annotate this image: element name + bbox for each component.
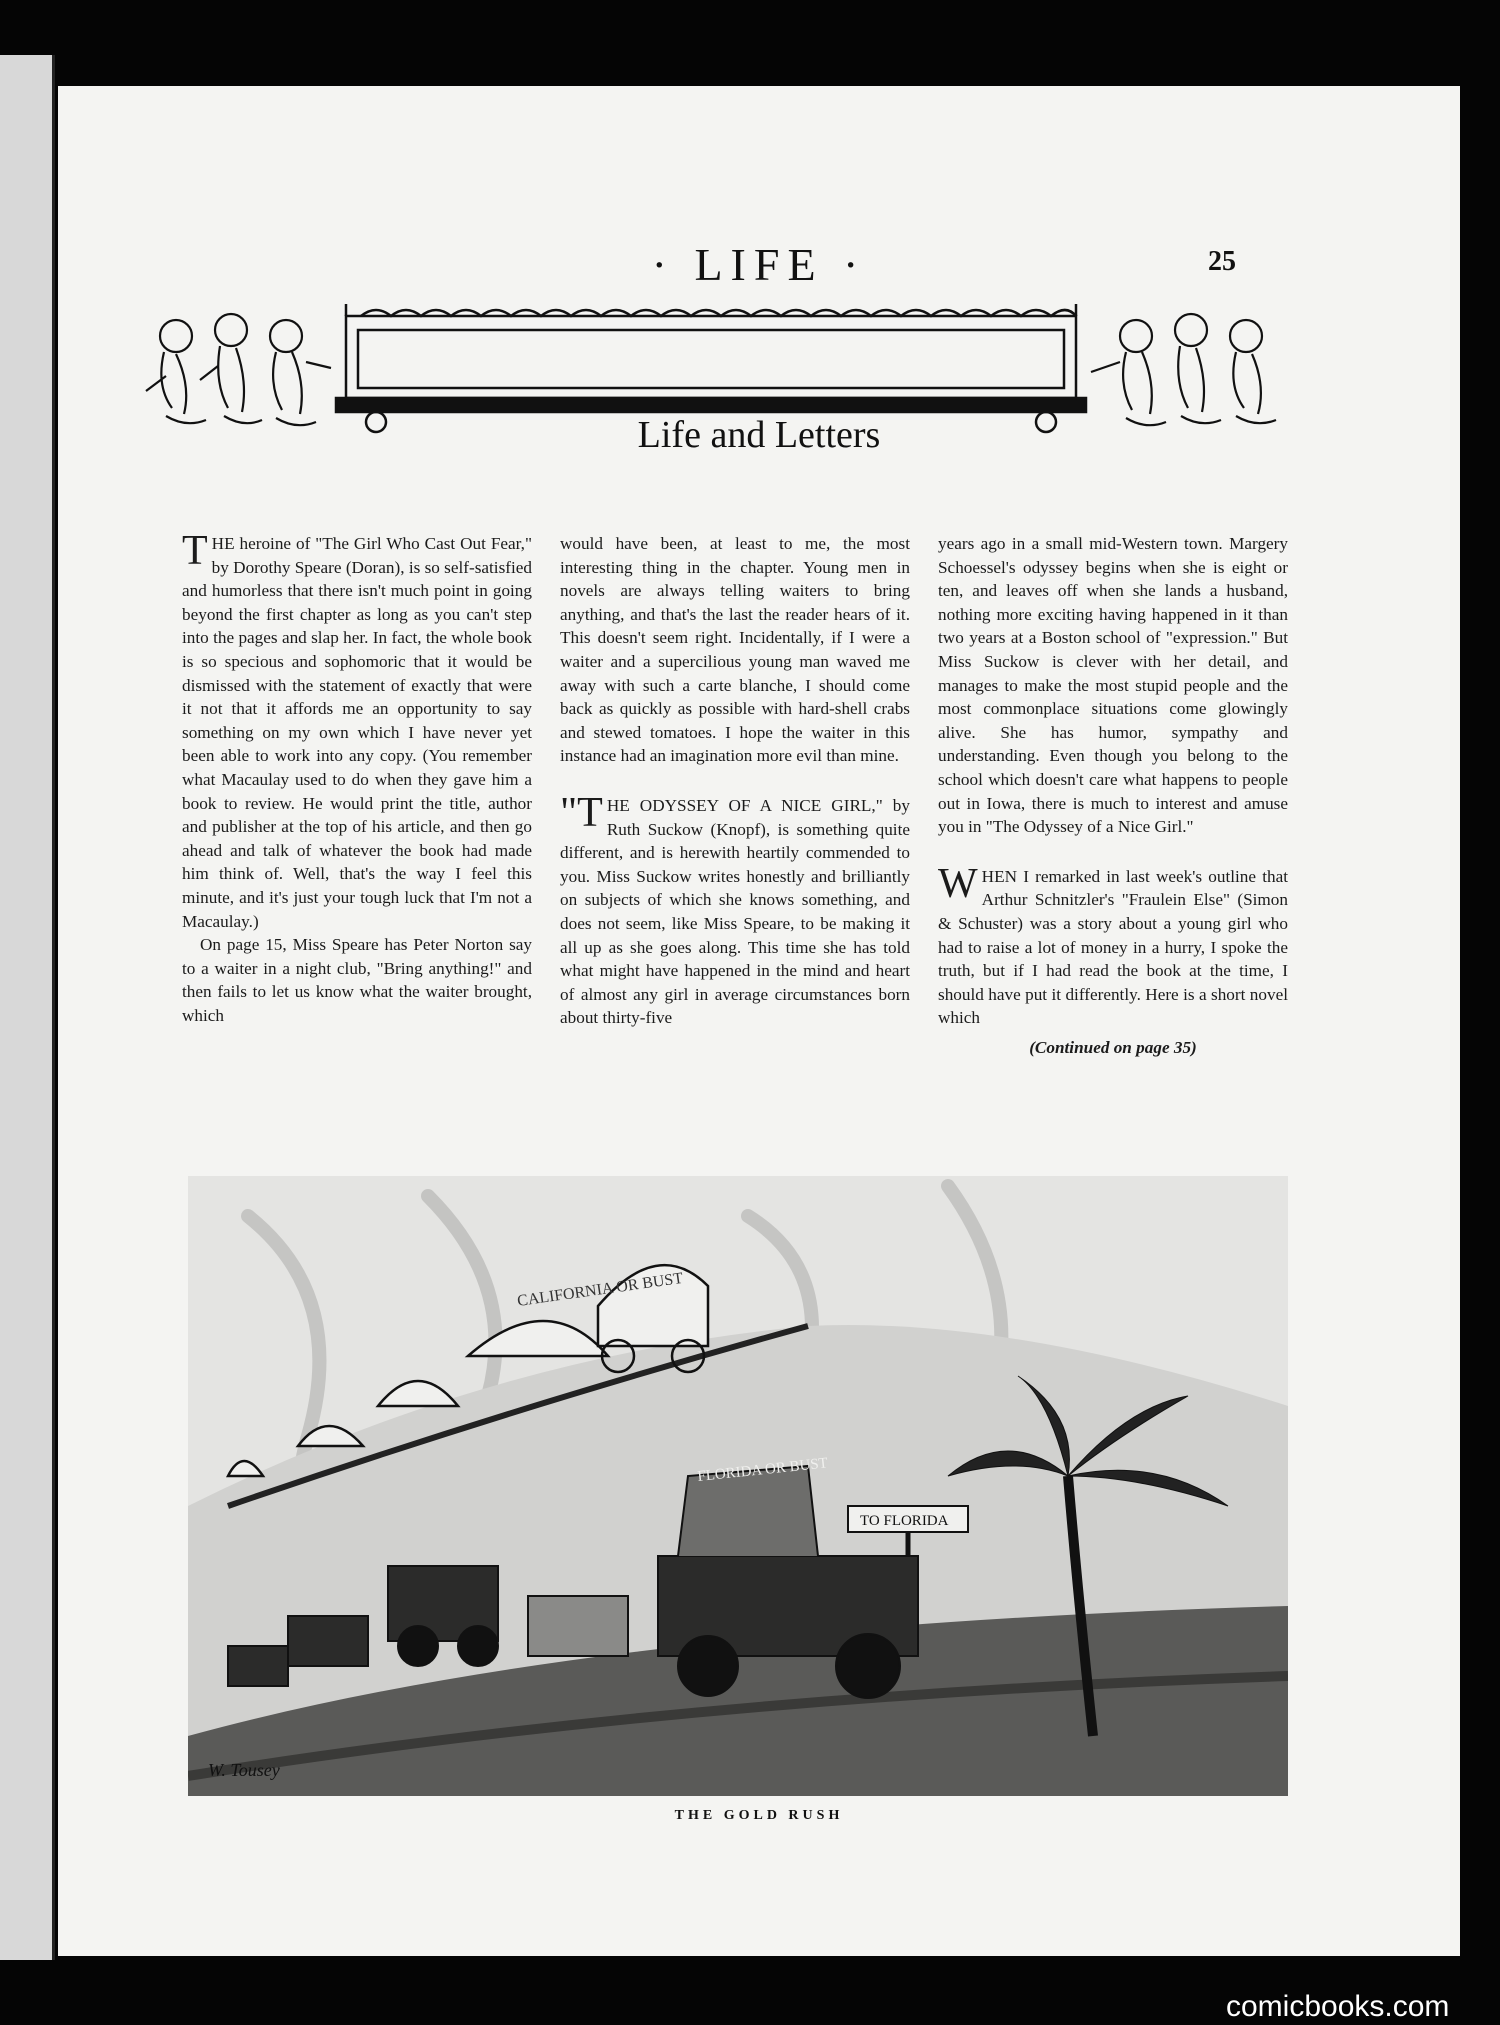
watermark: comicbooks.com bbox=[1226, 1990, 1450, 2023]
car-sign: FLORIDA OR BUST bbox=[696, 1455, 829, 1485]
drop-cap: "T bbox=[560, 789, 603, 836]
paragraph: On page 15, Miss Speare has Peter Norton say to a waiter in a night club, "Bring anything!" and then fails to let us know what the waiter brought, which bbox=[182, 935, 532, 1025]
gold-rush-illustration bbox=[188, 1176, 1288, 1796]
continued-note: (Continued on page 35) bbox=[1029, 1037, 1197, 1057]
paragraph: THE heroine of "The Girl Who Cast Out Fear," by Dorothy Speare (Doran), is so self-satisfied and humorless that there isn't much point in going beyond the first chapter as long as you can't step into the pages and slap her. In fact, the whole book is so specious and sophomoric that it would be dismissed with the statement of exactly that were it not that it affords me an opportunity to say something on my own which I have never yet been able to work into any copy. (You remember what Macaulay used to do when they gave him a book to review. He would print the title, author and publisher at the top of his article, and then go ahead and talk of whatever the book had made him think of. Well, that's the way I feel this minute, and it's just your tough luck that I'm not a Macaulay.) bbox=[182, 528, 532, 931]
article-column-1 bbox=[182, 528, 532, 1027]
article-column-3 bbox=[938, 532, 1288, 1059]
magazine-page bbox=[58, 86, 1460, 1956]
paragraph: would have been, at least to me, the most interesting thing in the chapter. Young men in novels are always telling waiters to bring anything, and that's the last the reader hears of it. This doesn't seem right. Incidentally, if I were a waiter and a supercilious young man waved me away with such a carte blanche, I should come back as quickly as possible with hard-shell crabs and stewed tomatoes. I hope the waiter in this instance had an imagination more evil than mine. bbox=[560, 534, 910, 766]
cherubs-left-illustration bbox=[146, 314, 331, 425]
masthead: · LIFE · bbox=[651, 239, 867, 290]
left-page-edge bbox=[0, 55, 55, 1960]
drop-cap: W bbox=[938, 860, 978, 907]
illustration-caption: THE GOLD RUSH bbox=[674, 1808, 844, 1823]
paragraph: years ago in a small mid-Western town. Margery Schoessel's odyssey begins when she is eight or ten, and leaves off when she lands a husband, nothing more exciting having happened in it than two years at a Boston school of "expression." But Miss Suckow is clever with her detail, and manages to make the most stupid people and the most commonplace situations come glowingly alive. She has humor, sympathy and understanding. Even though you belong to the school which doesn't care what happens to people out in Iowa, there is much to interest and amuse you in "The Odyssey of a Nice Girl." bbox=[938, 534, 1288, 837]
article-column-2 bbox=[560, 532, 910, 1030]
page-number: 25 bbox=[1208, 246, 1236, 277]
paragraph: "THE ODYSSEY OF A NICE GIRL," by Ruth Suckow (Knopf), is something quite different, and is herewith heartily commended to you. Miss Suckow writes honestly and brilliantly on subjects of which she knows something, and does not seem, like Miss Speare, to be making it all up as she goes along. This time she has told what might have happened in the mind and heart of almost any girl in average circumstances born about thirty-five bbox=[560, 789, 910, 1028]
road-sign-text: TO FLORIDA bbox=[860, 1513, 949, 1529]
paragraph: WHEN I remarked in last week's outline that Arthur Schnitzler's "Fraulein Else" (Simon & Schuster) was a story about a young girl who had to raise a lot of money in a hurry, I spoke the truth, but if I had read the book at the time, I should have put it differently. Here is a short novel which bbox=[938, 860, 1288, 1028]
drop-cap: T bbox=[182, 528, 208, 574]
cherubs-right-illustration bbox=[1091, 314, 1276, 425]
artist-signature: W. Tousey bbox=[208, 1760, 280, 1780]
section-title: Life and Letters bbox=[637, 414, 881, 456]
wagon-sign: CALIFORNIA OR BUST bbox=[516, 1269, 685, 1310]
